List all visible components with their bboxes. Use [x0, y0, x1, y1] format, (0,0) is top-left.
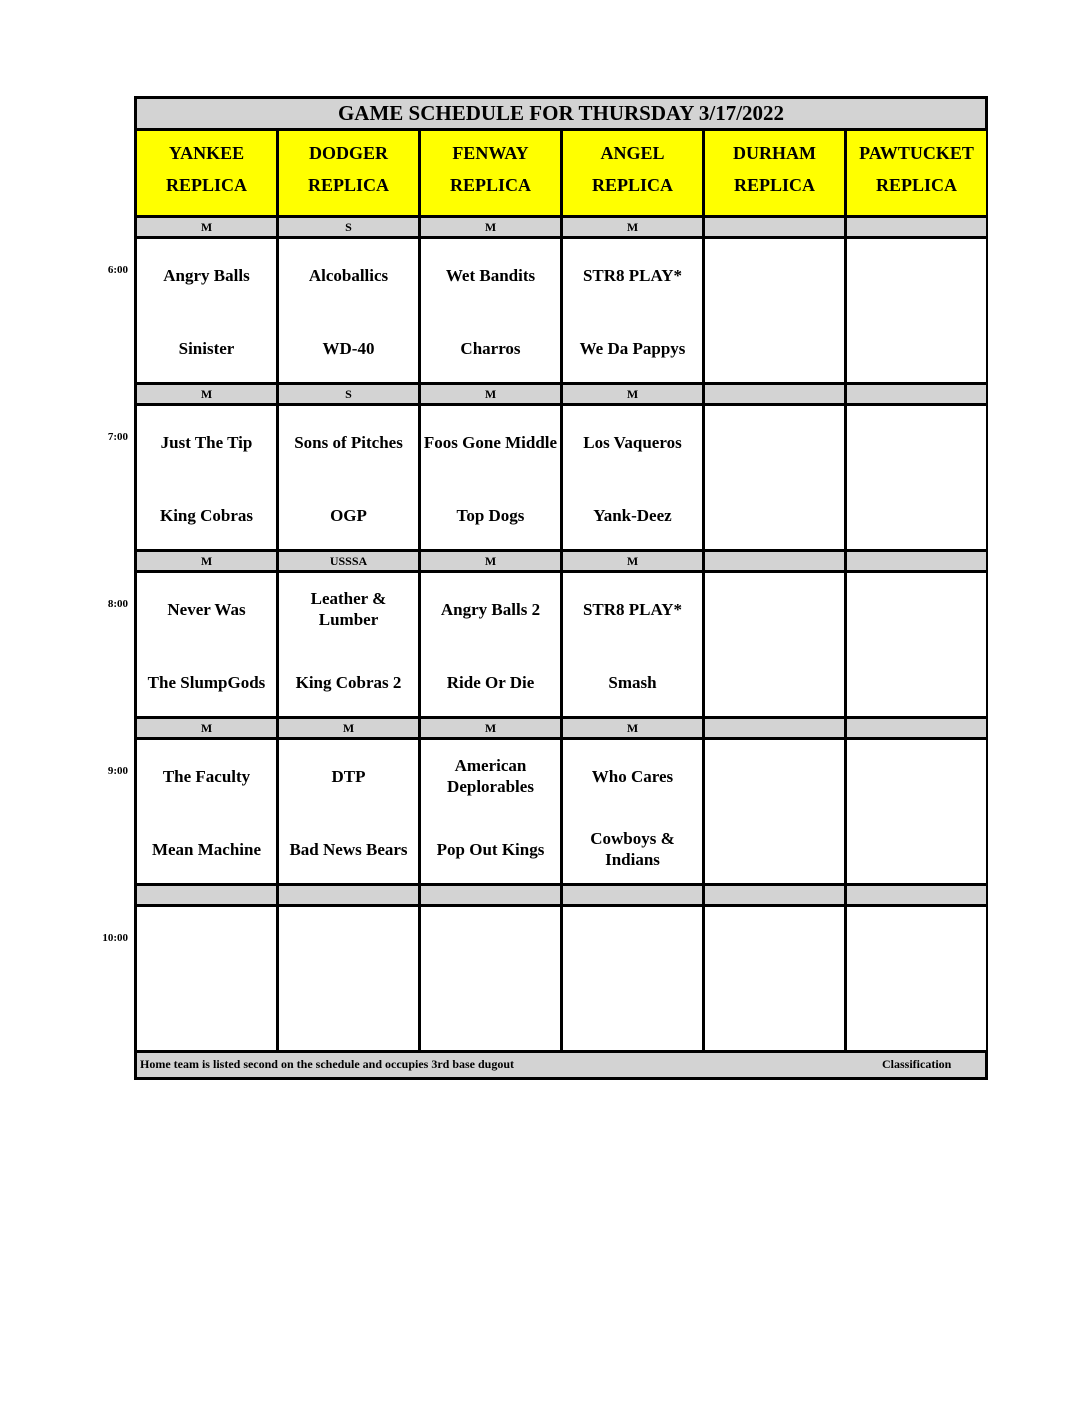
game-cell: [847, 907, 986, 1050]
classification-cell: [847, 552, 986, 570]
game-cell: [421, 239, 560, 382]
classification-cell: S: [279, 218, 418, 236]
field-type: REPLICA: [733, 175, 815, 195]
classification-cell: [847, 385, 986, 403]
time-slot-label: 6:00: [107, 264, 128, 276]
home-team: Yank-Deez: [593, 505, 672, 525]
classification-cell: M: [421, 218, 560, 236]
classification-cell: M: [563, 218, 702, 236]
game-cell: [421, 573, 560, 716]
field-header: [847, 131, 986, 215]
classification-cell: [847, 218, 986, 236]
game-cell: [279, 740, 418, 883]
away-team: Los Vaqueros: [583, 432, 682, 452]
home-team: Ride Or Die: [446, 672, 535, 692]
game-cell: [563, 406, 702, 549]
game-cell: [847, 740, 986, 883]
footer-bar: [137, 1050, 985, 1077]
classification-cell: S: [279, 385, 418, 403]
classification-label: Classification: [882, 1057, 952, 1071]
schedule-table: [134, 96, 988, 1080]
home-team: We Da Pappys: [579, 338, 686, 358]
schedule-title: GAME SCHEDULE FOR THURSDAY 3/17/2022: [137, 99, 985, 131]
game-cell: [563, 573, 702, 716]
column-divider: [702, 131, 705, 1050]
away-team: Foos Gone Middle: [423, 432, 558, 452]
away-team: Just The Tip: [160, 432, 253, 452]
time-slot-label: 10:00: [102, 932, 128, 944]
game-cell: [563, 239, 702, 382]
game-cell: [137, 573, 276, 716]
game-cell: [705, 907, 844, 1050]
home-team: The SlumpGods: [147, 672, 266, 692]
home-team-note: Home team is listed second on the schedule and occupies 3rd base dugout: [140, 1057, 515, 1071]
field-header: [279, 131, 418, 215]
game-cell: [421, 907, 560, 1050]
game-cell: [847, 239, 986, 382]
classification-cell: M: [137, 719, 276, 737]
column-divider: [418, 131, 421, 1050]
away-team: Sons of Pitches: [294, 432, 403, 452]
column-divider: [844, 131, 847, 1050]
row-divider: [137, 128, 985, 131]
away-team: American Deplorables: [447, 756, 534, 796]
home-team: Smash: [608, 672, 657, 692]
classification-cell: [705, 218, 844, 236]
field-type: REPLICA: [165, 175, 247, 195]
game-cell: [847, 573, 986, 716]
field-name: DURHAM: [733, 143, 816, 163]
home-team: Charros: [460, 338, 521, 358]
field-header: [137, 131, 276, 215]
classification-cell: [847, 719, 986, 737]
away-team: STR8 PLAY*: [582, 599, 683, 619]
game-cell: [563, 907, 702, 1050]
field-name: FENWAY: [452, 143, 529, 163]
field-name: DODGER: [308, 143, 388, 163]
away-team: Alcoballics: [308, 265, 389, 285]
classification-cell: M: [563, 552, 702, 570]
game-cell: [705, 740, 844, 883]
home-team: Cowboys & Indians: [590, 829, 675, 869]
game-cell: [279, 573, 418, 716]
game-cell: [421, 740, 560, 883]
away-team: Never Was: [167, 599, 246, 619]
classification-cell: M: [421, 552, 560, 570]
away-team: The Faculty: [162, 766, 251, 786]
time-slot-label: 8:00: [107, 598, 128, 610]
home-team: OGP: [330, 505, 367, 525]
classification-cell: M: [137, 552, 276, 570]
field-header: [563, 131, 702, 215]
home-team: King Cobras 2: [295, 672, 402, 692]
game-cell: [705, 239, 844, 382]
field-type: REPLICA: [591, 175, 673, 195]
row-divider: [137, 1050, 985, 1053]
time-slot-label: 7:00: [107, 431, 128, 443]
game-cell: [279, 907, 418, 1050]
classification-cell: M: [279, 719, 418, 737]
classification-cell: [705, 552, 844, 570]
classification-cell: USSSA: [279, 552, 418, 570]
classification-cell: M: [563, 385, 702, 403]
away-team: Angry Balls: [163, 265, 250, 285]
classification-cell: [137, 886, 276, 904]
away-team: STR8 PLAY*: [582, 265, 683, 285]
classification-cell: [705, 886, 844, 904]
classification-cell: [421, 886, 560, 904]
field-name: ANGEL: [600, 143, 665, 163]
game-cell: [279, 406, 418, 549]
home-team: Sinister: [178, 338, 235, 358]
classification-cell: M: [563, 719, 702, 737]
classification-cell: M: [137, 218, 276, 236]
home-team: Mean Machine: [151, 839, 262, 859]
game-cell: [563, 740, 702, 883]
away-team: DTP: [331, 766, 366, 786]
game-cell: [279, 239, 418, 382]
game-cell: [847, 406, 986, 549]
classification-cell: M: [137, 385, 276, 403]
game-cell: [705, 573, 844, 716]
away-team: Who Cares: [591, 766, 674, 786]
field-type: REPLICA: [875, 175, 957, 195]
classification-cell: [279, 886, 418, 904]
classification-cell: [563, 886, 702, 904]
home-team: King Cobras: [159, 505, 254, 525]
away-team: Wet Bandits: [445, 265, 536, 285]
field-header: [421, 131, 560, 215]
classification-cell: [847, 886, 986, 904]
home-team: Top Dogs: [456, 505, 525, 525]
game-cell: [421, 406, 560, 549]
game-cell: [137, 740, 276, 883]
field-type: REPLICA: [307, 175, 389, 195]
game-cell: [705, 406, 844, 549]
game-cell: [137, 907, 276, 1050]
game-cell: [137, 239, 276, 382]
classification-cell: M: [421, 719, 560, 737]
field-type: REPLICA: [449, 175, 531, 195]
game-cell: [137, 406, 276, 549]
away-team: Angry Balls 2: [440, 599, 541, 619]
home-team: Pop Out Kings: [436, 839, 545, 859]
classification-cell: [705, 719, 844, 737]
column-divider: [276, 131, 279, 1050]
field-header: [705, 131, 844, 215]
column-divider: [560, 131, 563, 1050]
home-team: WD-40: [322, 338, 375, 358]
home-team: Bad News Bears: [289, 839, 408, 859]
classification-cell: M: [421, 385, 560, 403]
away-team: Leather & Lumber: [310, 589, 387, 629]
classification-cell: [705, 385, 844, 403]
field-name: YANKEE: [168, 143, 245, 163]
field-name: PAWTUCKET: [859, 143, 974, 163]
time-slot-label: 9:00: [107, 765, 128, 777]
